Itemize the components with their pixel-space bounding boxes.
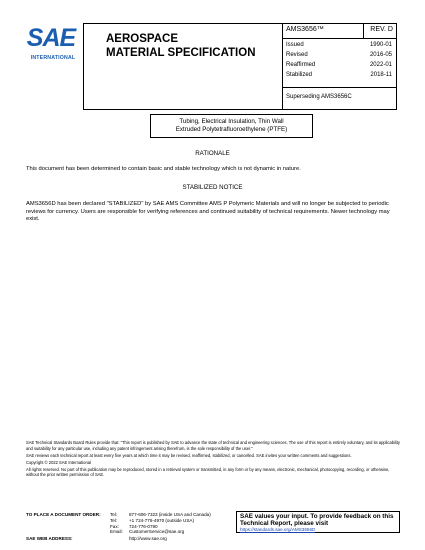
web-address-link[interactable]: http://www.sae.org	[129, 536, 167, 541]
footer-note: SAE reviews each technical report at least every five years at which time it may be revised, reaffirmed, stabilized, or cancelled. SAE invites your written comments and suggestions.	[26, 452, 352, 458]
contact-value: 877-606-7323 (inside USA and Canada)	[129, 512, 211, 517]
superseding-note: Superseding AMS3656C	[286, 94, 352, 100]
footer-notes	[26, 440, 400, 480]
date-table	[283, 39, 396, 88]
revision-divider	[363, 24, 364, 38]
footer-note: All rights reserved. No part of this publication may be reproduced, stored in a retrieval system or transmitted, in any form or by any means, electronic, mechanical, photocopying, recording, or otherwise, without the prior written permission of SAE.	[26, 466, 390, 478]
spec-type-line2: MATERIAL SPECIFICATION	[106, 47, 256, 59]
spec-type-box	[83, 23, 283, 110]
date-label: Reaffirmed	[286, 62, 316, 68]
spec-info-box	[282, 23, 397, 110]
sae-logo	[26, 24, 76, 64]
rationale-heading: RATIONALE	[195, 150, 230, 157]
contact-key: Email:	[110, 529, 123, 535]
document-title-line1: Tubing, Electrical Insulation, Thin Wall	[179, 118, 284, 125]
date-value: 1990-01	[369, 42, 392, 48]
date-value: 2018-11	[370, 72, 392, 78]
contact-key: Tel:	[110, 517, 118, 523]
stabilized-text: AMS3656D has been declared "STABILIZED" by SAE AMS Committee AMS P Polymeric Materials and will no longer be subjected to periodic reviews for currency. Users are responsible for verifying references and continued suitability of technical requirements. Newer technology may exist.	[26, 201, 390, 222]
date-label: Issued	[286, 42, 304, 48]
contact-email[interactable]: CustomerService@sae.org	[129, 529, 185, 535]
contact-value: 724-776-0790	[129, 523, 158, 529]
document-title-box	[150, 114, 313, 138]
doc-number: AMS3656™	[286, 26, 324, 33]
spec-type-line1: AEROSPACE	[106, 33, 178, 45]
revision: REV. D	[370, 26, 393, 33]
stabilized-heading: STABILIZED NOTICE	[182, 184, 243, 191]
web-label: SAE WEB ADDRESS:	[26, 536, 73, 541]
rationale-text: This document has been determined to contain basic and stable technology which is not dynamic in nature.	[26, 166, 301, 172]
contact-value: +1 724-776-4970 (outside USA)	[129, 517, 194, 523]
contact-key: Fax:	[110, 523, 119, 529]
sae-logo-mark: SAE	[26, 24, 76, 52]
feedback-line2: Technical Report, please visit	[240, 520, 329, 527]
doc-number-row	[283, 24, 396, 39]
footer-note: SAE Technical Standards Board Rules provide that: "This report is published by SAE to advance the state of technical and engineering sciences. The use of this report is entirely voluntary, and its applicability and suitability for any particular use, including any patent infringement arising therefrom, is the sole responsibility of the user."	[26, 440, 400, 451]
date-value: 2022-01	[369, 62, 392, 68]
sae-logo-subtitle: INTERNATIONAL	[30, 55, 76, 61]
date-label: Stabilized	[286, 72, 313, 78]
feedback-line1: SAE values your input. To provide feedback on this	[240, 513, 394, 520]
feedback-box	[236, 511, 400, 533]
order-label: TO PLACE A DOCUMENT ORDER:	[26, 512, 101, 517]
document-title-line2: Extruded Polytetrafluoroethylene (PTFE)	[175, 126, 288, 133]
date-label: Revised	[286, 52, 308, 58]
contact-key: Tel:	[110, 512, 118, 517]
date-value: 2016-05	[369, 52, 392, 58]
document-header	[83, 23, 397, 110]
copyright: Copyright © 2022 SAE International	[26, 459, 91, 465]
feedback-link[interactable]: https://standards.sae.org/AMS3656D	[240, 527, 316, 532]
